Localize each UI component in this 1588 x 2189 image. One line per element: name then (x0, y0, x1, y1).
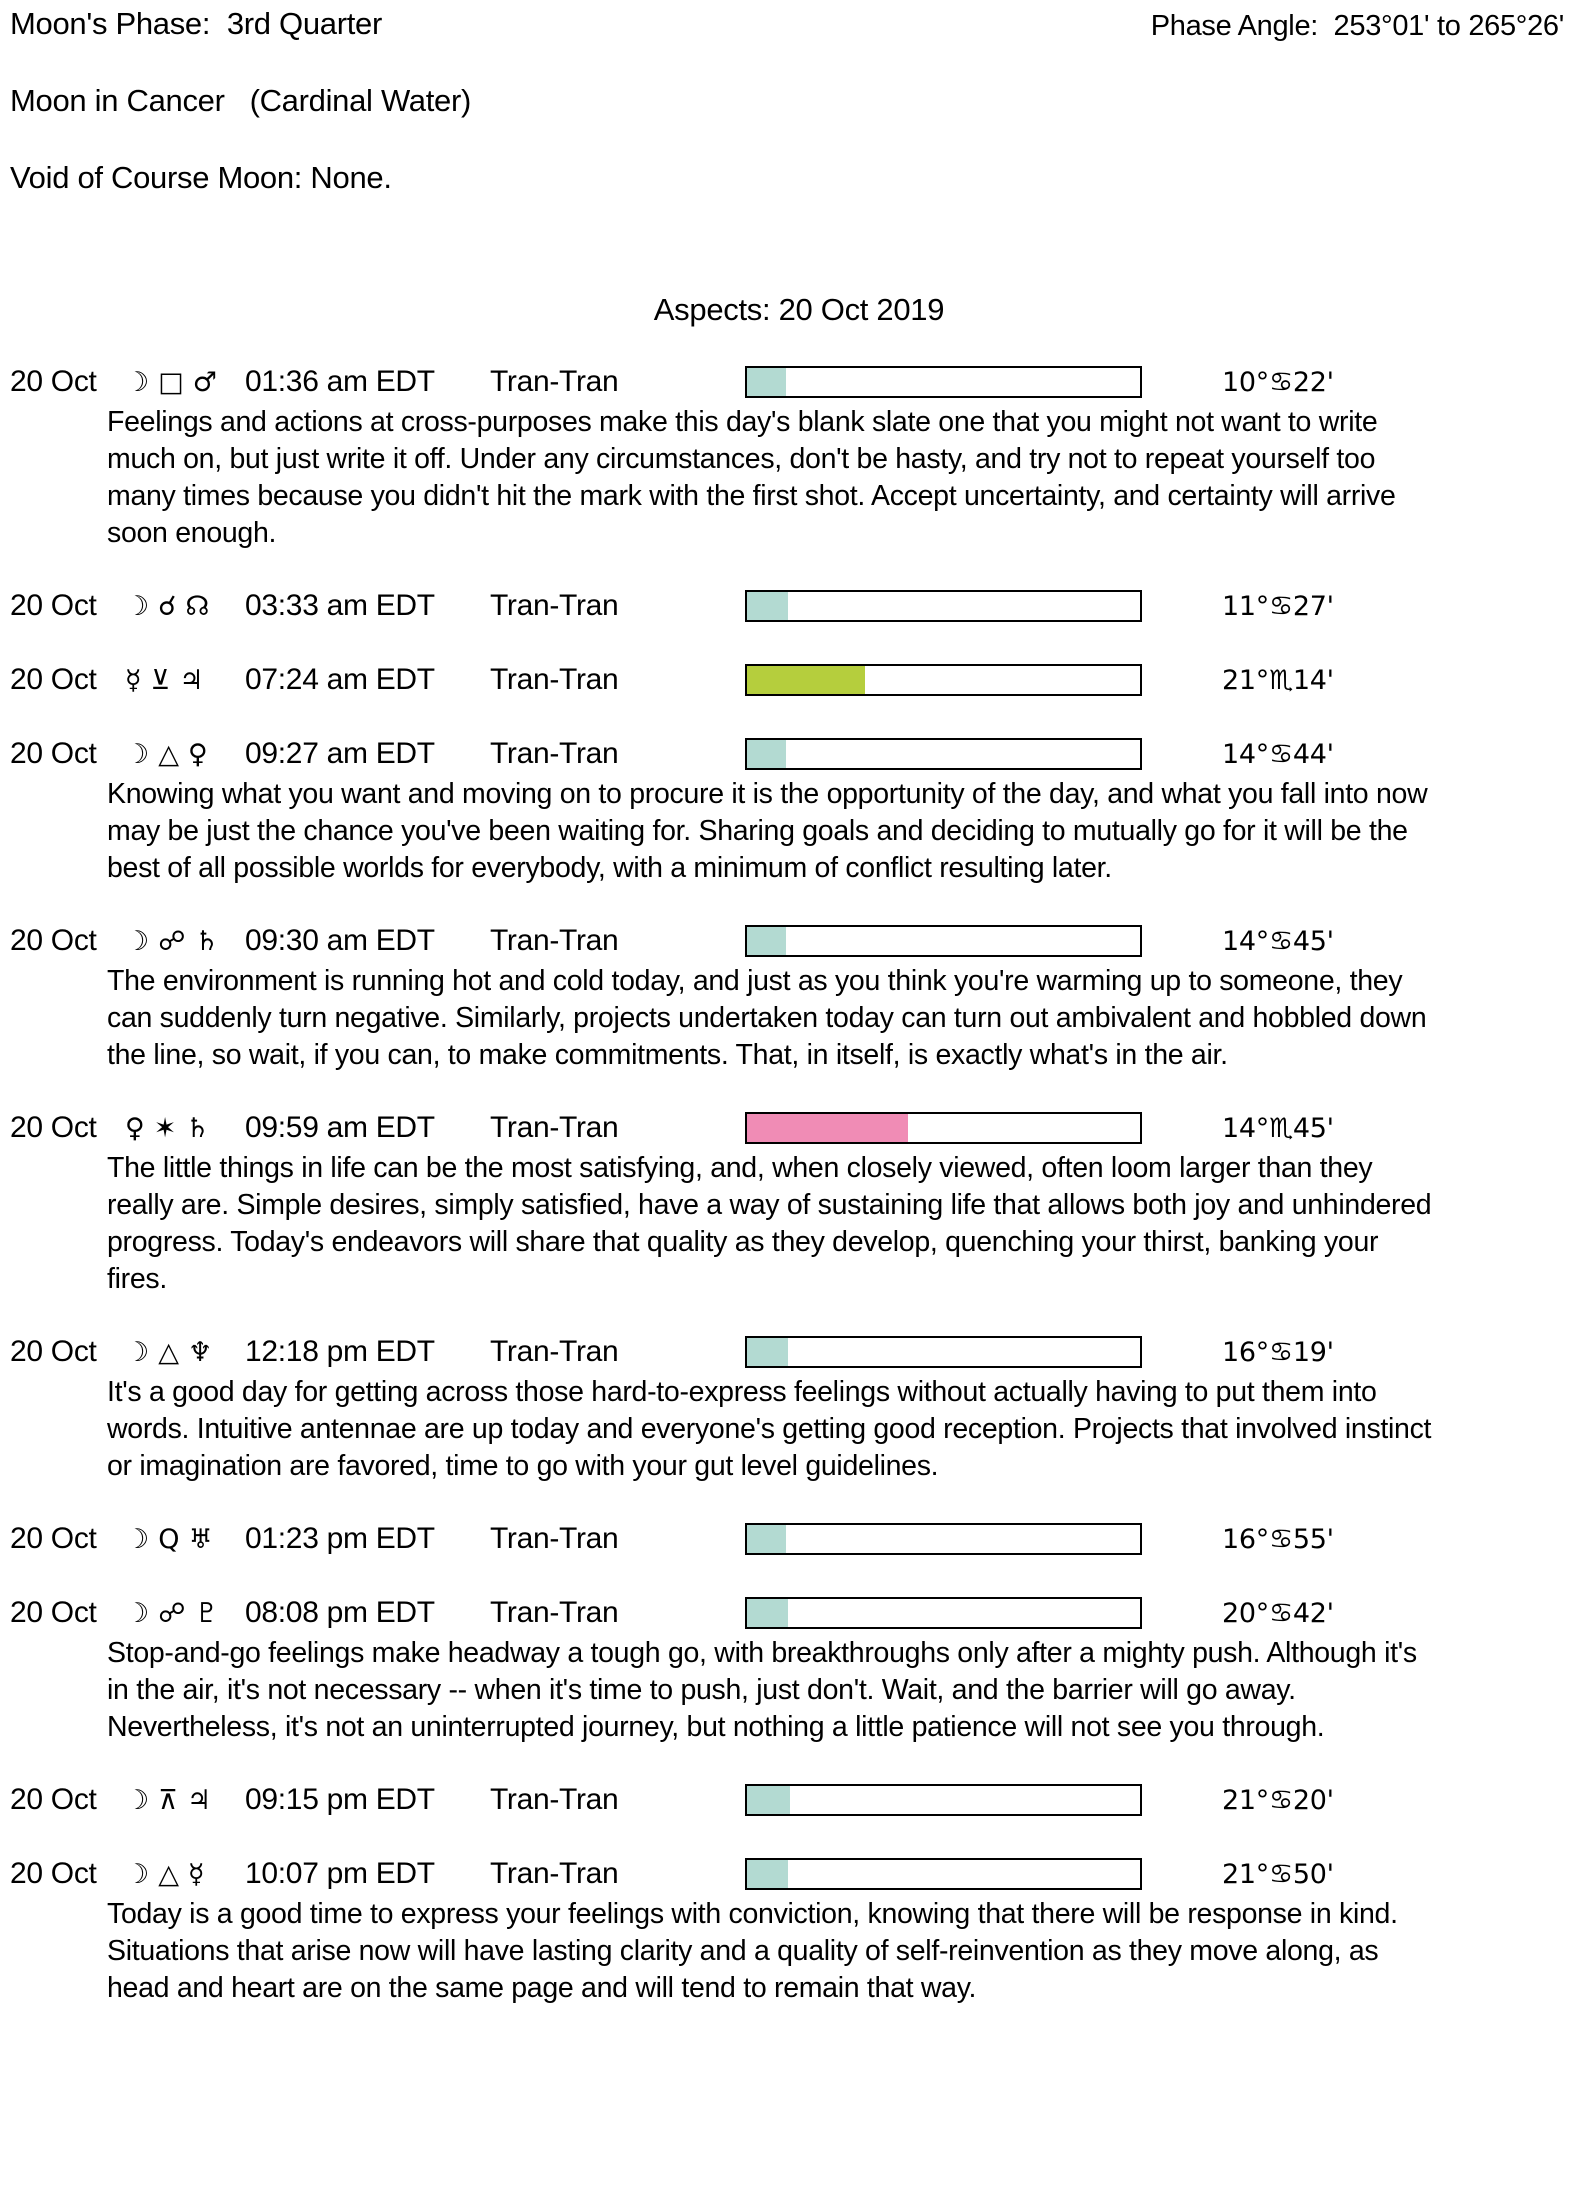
aspect-type: Tran-Tran (490, 1111, 619, 1144)
aspect-type: Tran-Tran (490, 737, 619, 770)
orb-bar (745, 1336, 1142, 1368)
orb-bar (745, 664, 1142, 696)
square-icon: □ (158, 366, 184, 398)
aspect-row (10, 1519, 1588, 1559)
aspect-time: 09:30 am EDT (245, 924, 435, 957)
aspect-date: 20 Oct (10, 1335, 97, 1368)
saturn-icon: ♄ (194, 925, 219, 957)
orb-bar-fill (747, 1786, 790, 1814)
opposition-icon: ☍ (158, 925, 186, 957)
aspect-type: Tran-Tran (490, 365, 619, 398)
aspect-type: Tran-Tran (490, 924, 619, 957)
aspect-row (10, 660, 1588, 700)
aspect-symbols (125, 1113, 245, 1144)
aspect-type: Tran-Tran (490, 589, 619, 622)
aspect-row (10, 1854, 1588, 1894)
aspect-row (10, 1332, 1588, 1372)
aspect-block (10, 1108, 1588, 1298)
aspect-position: 14°♏45' (1222, 1112, 1334, 1144)
aspect-row (10, 734, 1588, 774)
phase-angle-line: Phase Angle: 253°01' to 265°26' (1150, 10, 1564, 42)
moon-icon: ☽ (125, 925, 150, 957)
aspect-date: 20 Oct (10, 1596, 97, 1629)
orb-bar-fill (747, 368, 786, 396)
aspect-position: 21°♏14' (1222, 664, 1334, 696)
jupiter-icon: ♃ (179, 664, 204, 696)
trine-icon: △ (158, 738, 179, 770)
aspect-type: Tran-Tran (490, 663, 619, 696)
orb-bar (745, 1784, 1142, 1816)
aspect-type: Tran-Tran (490, 1522, 619, 1555)
venus-icon: ♀ (187, 738, 208, 770)
orb-bar-fill (747, 1599, 788, 1627)
aspect-block (10, 1854, 1588, 2007)
void-of-course-line: Void of Course Moon: None. (10, 160, 392, 195)
orb-bar-fill (747, 1525, 786, 1553)
aspect-row (10, 921, 1588, 961)
orb-bar (745, 1597, 1142, 1629)
trine-icon: △ (158, 1336, 179, 1368)
aspect-symbols (125, 591, 245, 622)
aspect-description: Feelings and actions at cross-purposes make this day's blank slate one that you might not want to write much on, but just write it off. Under any circumstances, don't be hasty, and try not to repeat yourself too many times because you didn't hit the mark with the first shot. Accept uncertainty, and certainty will arrive soon enough. (107, 406, 1396, 549)
aspect-symbols (125, 739, 245, 770)
aspect-date: 20 Oct (10, 737, 97, 770)
saturn-icon: ♄ (185, 1112, 210, 1144)
aspect-position: 14°♋44' (1222, 738, 1334, 770)
pluto-icon: ♇ (194, 1597, 219, 1629)
aspect-time: 01:23 pm EDT (245, 1522, 435, 1555)
aspect-position: 14°♋45' (1222, 925, 1334, 957)
aspect-position: 11°♋27' (1222, 590, 1334, 622)
aspect-description: Stop-and-go feelings make headway a tough go, with breakthroughs only after a mighty push. Although it's in the air, it's not necessary -- when it's time to push, just don't. Wait, and the barrier will go away. Nevertheless, it's not an uninterrupted journey, but nothing a little patience will not see you through. (107, 1637, 1417, 1743)
uranus-icon: ♅ (188, 1523, 213, 1555)
moon-icon: ☽ (125, 738, 150, 770)
mercury-icon: ☿ (125, 664, 142, 696)
venus-icon: ♀ (125, 1112, 145, 1144)
aspect-block (10, 1332, 1588, 1485)
aspect-symbols (125, 367, 245, 398)
aspect-position: 10°♋22' (1222, 366, 1334, 398)
aspect-time: 09:59 am EDT (245, 1111, 435, 1144)
trine-icon: △ (158, 1858, 179, 1890)
moon-in-sign-line: Moon in Cancer (Cardinal Water) (10, 83, 472, 118)
orb-bar-fill (747, 666, 865, 694)
conjunction-icon: ☌ (158, 590, 177, 622)
aspect-block (10, 362, 1588, 552)
aspect-time: 03:33 am EDT (245, 589, 435, 622)
north-node-icon: ☊ (185, 590, 210, 622)
aspects-list (10, 362, 1588, 2007)
opposition-icon: ☍ (158, 1597, 186, 1629)
aspect-block (10, 1593, 1588, 1746)
orb-bar (745, 738, 1142, 770)
aspect-type: Tran-Tran (490, 1596, 619, 1629)
aspect-position: 21°♋50' (1222, 1858, 1334, 1890)
aspect-time: 07:24 am EDT (245, 663, 435, 696)
aspect-date: 20 Oct (10, 1111, 97, 1144)
aspect-date: 20 Oct (10, 1522, 97, 1555)
aspect-date: 20 Oct (10, 663, 97, 696)
orb-bar-fill (747, 1114, 908, 1142)
aspect-block (10, 1519, 1588, 1559)
aspect-date: 20 Oct (10, 924, 97, 957)
aspect-position: 16°♋55' (1222, 1523, 1334, 1555)
aspect-type: Tran-Tran (490, 1857, 619, 1890)
aspect-position: 21°♋20' (1222, 1784, 1334, 1816)
aspect-symbols (125, 1785, 245, 1816)
aspect-block (10, 1780, 1588, 1820)
moon-icon: ☽ (125, 1784, 150, 1816)
aspect-description: Today is a good time to express your feelings with conviction, knowing that there will be response in kind. Situations that arise now will have lasting clarity and a quality of self-reinvention as they move along, as head and heart are on the same page and will tend to remain that way. (107, 1898, 1398, 2004)
moon-icon: ☽ (125, 1858, 150, 1890)
aspect-type: Tran-Tran (490, 1335, 619, 1368)
orb-bar (745, 1858, 1142, 1890)
aspect-description: Knowing what you want and moving on to procure it is the opportunity of the day, and what you fall into now may be just the chance you've been waiting for. Sharing goals and deciding to mutually go for it will be the best of all possible worlds for everybody, with a minimum of conflict resulting later. (107, 778, 1428, 884)
orb-bar (745, 1523, 1142, 1555)
aspect-time: 09:27 am EDT (245, 737, 435, 770)
aspect-time: 10:07 pm EDT (245, 1857, 435, 1890)
moons-phase-line: Moon's Phase: 3rd Quarter (10, 6, 383, 41)
aspect-position: 20°♋42' (1222, 1597, 1334, 1629)
moon-icon: ☽ (125, 1597, 150, 1629)
aspect-date: 20 Oct (10, 1783, 97, 1816)
aspect-date: 20 Oct (10, 1857, 97, 1890)
aspect-block (10, 734, 1588, 887)
mercury-icon: ☿ (187, 1858, 205, 1890)
orb-bar (745, 366, 1142, 398)
aspect-row (10, 586, 1588, 626)
aspect-symbols (125, 1859, 245, 1890)
quincunx-icon: ⊼ (158, 1784, 178, 1816)
aspect-block (10, 586, 1588, 626)
jupiter-icon: ♃ (186, 1784, 212, 1816)
aspect-date: 20 Oct (10, 589, 97, 622)
aspect-block (10, 921, 1588, 1074)
aspects-title: Aspects: 20 Oct 2019 (653, 292, 945, 327)
aspect-description: It's a good day for getting across those hard-to-express feelings without actually having to put them into words. Intuitive antennae are up today and everyone's getting good reception. Projects that involved instinct or imagination are favored, time to go with your gut level guidelines. (107, 1376, 1432, 1482)
sesquiquadrate-icon: Q (158, 1523, 180, 1555)
neptune-icon: ♆ (187, 1336, 213, 1368)
aspect-position: 16°♋19' (1222, 1336, 1334, 1368)
aspect-row (10, 1780, 1588, 1820)
aspect-block (10, 660, 1588, 700)
aspect-symbols (125, 1598, 245, 1629)
mars-icon: ♂ (192, 366, 217, 398)
aspect-time: 09:15 pm EDT (245, 1783, 435, 1816)
aspect-row (10, 1108, 1588, 1148)
aspect-symbols (125, 1524, 245, 1555)
sextile-icon: ✶ (153, 1112, 177, 1144)
aspect-time: 12:18 pm EDT (245, 1335, 435, 1368)
orb-bar (745, 1112, 1142, 1144)
moon-icon: ☽ (125, 1336, 150, 1368)
aspect-row (10, 1593, 1588, 1633)
orb-bar-fill (747, 592, 788, 620)
moon-icon: ☽ (125, 366, 150, 398)
aspect-symbols (125, 665, 245, 696)
orb-bar (745, 590, 1142, 622)
orb-bar-fill (747, 927, 786, 955)
orb-bar (745, 925, 1142, 957)
aspect-description: The little things in life can be the most satisfying, and, when closely viewed, often loom larger than they really are. Simple desires, simply satisfied, have a way of sustaining life that allows both joy and unhindered progress. Today's endeavors will share that quality as they develop, quenching your thirst, banking your fires. (107, 1152, 1432, 1295)
orb-bar-fill (747, 1338, 788, 1366)
aspect-symbols (125, 1337, 245, 1368)
aspect-date: 20 Oct (10, 365, 97, 398)
aspect-type: Tran-Tran (490, 1783, 619, 1816)
orb-bar-fill (747, 740, 786, 768)
semi-sextile-icon: ⊻ (150, 664, 171, 696)
aspect-row (10, 362, 1588, 402)
moon-icon: ☽ (125, 590, 150, 622)
aspect-symbols (125, 926, 245, 957)
aspect-time: 08:08 pm EDT (245, 1596, 435, 1629)
aspect-time: 01:36 am EDT (245, 365, 435, 398)
orb-bar-fill (747, 1860, 788, 1888)
moon-icon: ☽ (125, 1523, 150, 1555)
aspect-description: The environment is running hot and cold today, and just as you think you're warming up to someone, they can suddenly turn negative. Similarly, projects undertaken today can turn out ambivalent and hobbled down the line, so wait, if you can, to make commitments. That, in itself, is exactly what's in the air. (107, 965, 1427, 1071)
